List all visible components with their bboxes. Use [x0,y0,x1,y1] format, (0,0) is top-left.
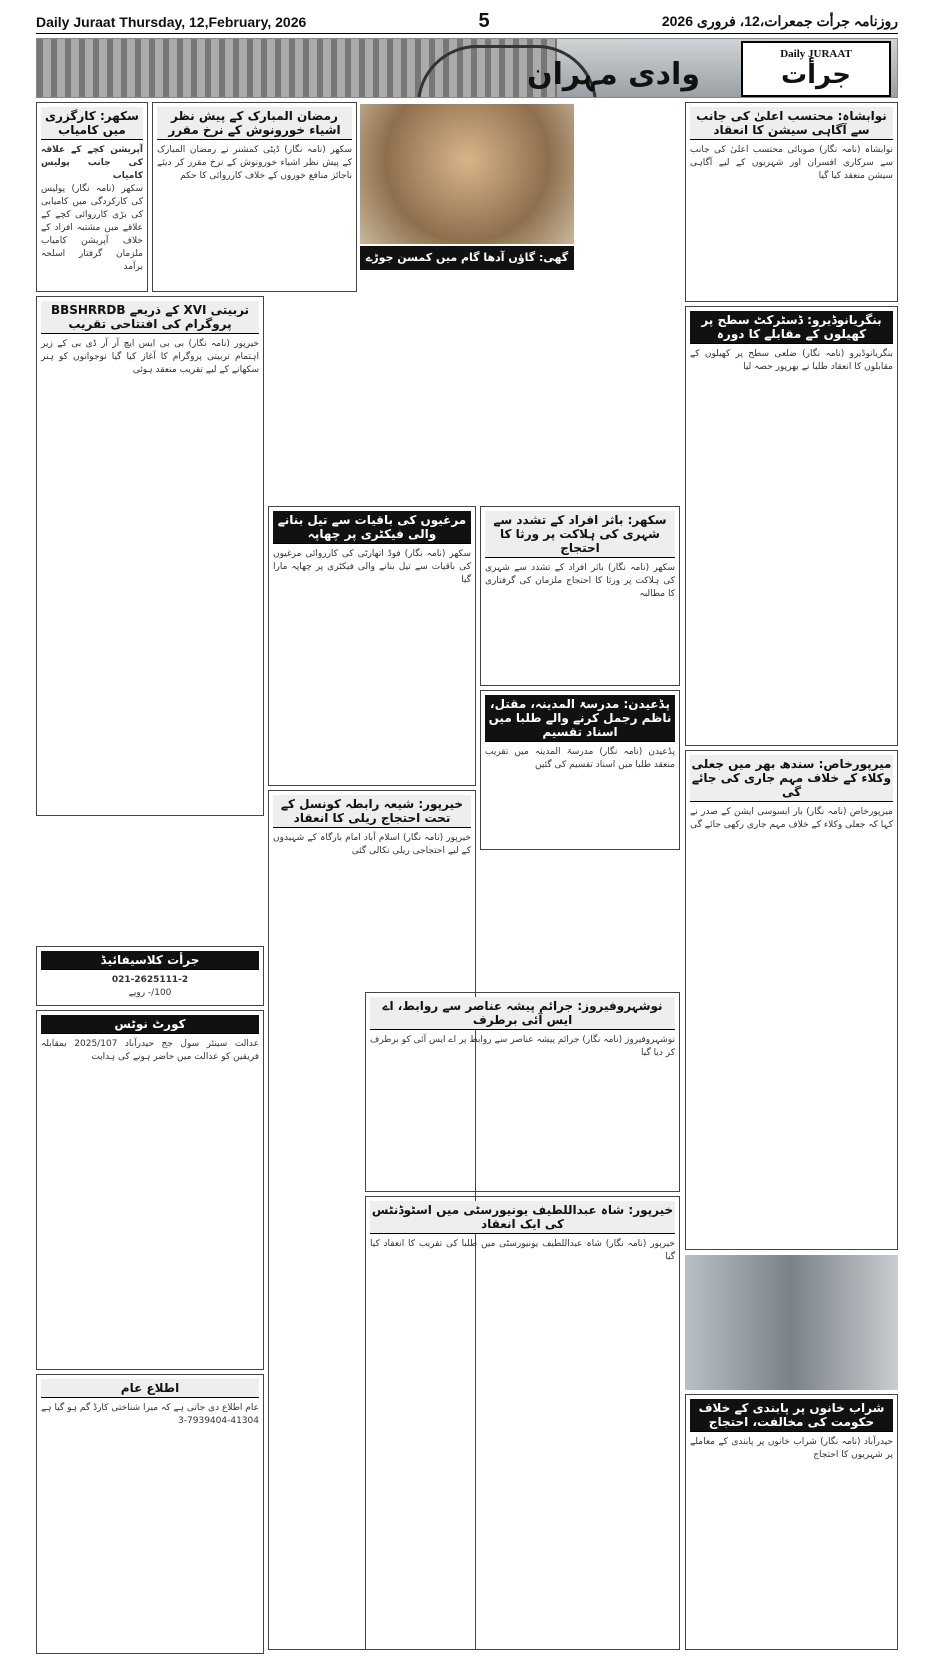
subhead: آپریشن کچے کے علاقہ کی جانب پولیس کامیاب [41,145,143,181]
article-col1-top [36,102,148,292]
news-photo-press [685,1255,898,1390]
article-body: خیرپور (نامہ نگار) شاہ عبداللطیف یونیورسٹی میں طلبا کی تقریب کا انعقاد کیا گیا [370,1239,675,1262]
headline: مرغیوں کی باقیات سے تیل بنانے والی فیکٹری پر چھاپہ [273,511,471,544]
article-body: حیدرآباد (نامہ نگار) شراب خانوں پر پابندی کے معاملے پر شہریوں کا احتجاج [690,1437,893,1460]
article-liquor-ban [685,1394,898,1650]
headline: رمضان المبارک کے پیش نظر اشیاء خورونوش کے نرخ مقرر [157,107,352,140]
article-body: نوشہروفیروز (نامہ نگار) جرائم پیشہ عناصر سے روابط پر اے ایس آئی کو برطرف کر دیا گیا [370,1035,675,1058]
logo-urdu: جرأت [781,60,851,90]
news-photo-couple [360,104,574,244]
article-university [365,1196,680,1650]
article-madrasa [480,690,680,850]
article-body: میرپورخاص (نامہ نگار) بار ایسوسی ایشن کے صدر نے کہا کہ جعلی وکلاء کے خلاف مہم جاری رکھی جائے گی [690,807,893,830]
article-body: پڈعیدن (نامہ نگار) مدرسۃ المدینہ میں تقریب منعقد طلبا میں اسناد تقسیم کی گئیں [485,747,675,770]
section-title: وادی مہران [527,57,700,92]
headline: پڈعیدن: مدرسۃ المدینہ، مقتل، ناظم رجمل کرنے والے طلبا میں اسناد تقسیم [485,695,675,742]
headline: میرپورخاص: سندھ بھر میں جعلی وکلاء کے خلاف مہم جاری کی جائے گی [690,755,893,802]
article-sports [685,306,898,746]
newspaper-logo [741,41,891,97]
article-awareness-session [685,102,898,302]
classified-ad[interactable] [36,946,264,1006]
headline: سکھر: کارگزری میں کامیاب [41,107,143,140]
headline: BBSHRRDB کے ذریعے XVI تربیتی پروگرام کی افتتاحی تقریب [41,301,259,334]
headline: بنگریانوڈیرو: ڈسٹرکٹ سطح پر کھیلوں کے مقابلے کا دورہ [690,311,893,344]
headline: کورٹ نوٹس [41,1015,259,1034]
article-body: عدالت سینئر سول جج حیدرآباد 2025/107 بمقابلہ فریقین کو عدالت میں حاضر ہونے کی ہدایت [41,1039,260,1062]
headline: اطلاع عام [41,1379,259,1398]
logo-english: Daily JURAAT [780,48,852,60]
classified-phone: 021-2625111-2 [111,975,189,985]
classified-title: جرأت کلاسیفائیڈ [41,951,259,970]
article-body: نوابشاہ (نامہ نگار) صوبائی محتسب اعلیٰ کی جانب سے سرکاری افسران اور شہریوں کے لیے آگاہی سیشن منعقد کیا گیا [690,145,893,181]
photo-caption: گھی: گاؤں آدھا گام میں کمسن جوڑے کی درخت سے لٹکی لاشیں برآمد [360,246,574,270]
article-bbshrrdb [36,296,264,816]
article-asi-dismissed [365,992,680,1192]
public-notice [36,1374,264,1654]
classified-rate: 100/- روپے [128,988,172,998]
article-ramzan-rates [152,102,357,292]
masthead-line [36,10,898,34]
article-body: سکھر (نامہ نگار) فوڈ اتھارٹی کی کارروائی مرغیوں کی باقیات سے تیل بنانے والی فیکٹری پر چھاپہ مارا گیا [273,549,471,585]
article-body: عام اطلاع دی جاتی ہے کہ میرا شناختی کارڈ گم ہو گیا ہے 41304-7939404-3 [41,1403,259,1426]
article-body: سکھر (نامہ نگار) باثر افراد کے تشدد سے شہری کی ہلاکت پر ورثا کا احتجاج ملزمان کی گرفتاری کا مطالبہ [485,563,675,599]
article-factory-raid [268,506,476,786]
headline: خیرپور: شیعہ رابطہ کونسل کے تحت احتجاج ریلی کا انعقاد [273,795,471,828]
court-notice [36,1010,264,1370]
section-banner [36,38,898,98]
page-number: 5 [478,10,490,32]
article-fake-lawyers [685,750,898,1250]
article-sukkur-protest [480,506,680,686]
headline: نوابشاہ: محتسب اعلیٰ کی جانب سے آگاہی سیشن کا انعقاد [690,107,893,140]
article-body: سکھر (نامہ نگار) پولیس کی کارکردگی میں کامیابی کی بڑی کارروائی کچے کے علاقے میں مشتبہ افراد کے خلاف آپریشن کامیاب ملزمان گرفتار اسلحہ برآمد [41,184,143,272]
headline: نوشہروفیروز: جرائم پیشہ عناصر سے روابط، اے ایس آئی برطرف [370,997,675,1030]
headline: شراب خانوں پر پابندی کے خلاف حکومت کی مخالفت، احتجاج [690,1399,893,1432]
date-english: Daily Juraat Thursday, 12,February, 2026 [36,13,307,30]
article-body: بنگریانوڈیرو (نامہ نگار) ضلعی سطح پر کھیلوں کے مقابلوں کا انعقاد طلبا نے بھرپور حصہ لیا [690,349,893,372]
article-body: خیرپور (نامہ نگار) بی بی ایس ایچ آر آر ڈی بی کے زیر اہتمام تربیتی پروگرام کا آغاز کیا گیا نوجوانوں کو ہنر سکھانے کے لیے تقریب منعقد ہوئی [41,339,259,375]
headline: خیرپور: شاہ عبداللطیف یونیورسٹی میں اسٹوڈنٹس کی ایک انعقاد [370,1201,675,1234]
article-body: خیرپور (نامہ نگار) اسلام آباد امام بارگاہ کے شہیدوں کے لیے احتجاجی ریلی نکالی گئی [273,833,471,856]
date-urdu: روزنامہ جرأت جمعرات،12، فروری 2026 [661,13,898,29]
headline: سکھر: باثر افراد کے تشدد سے شہری کی ہلاکت پر ورثا کا احتجاج [485,511,675,558]
article-body: سکھر (نامہ نگار) ڈپٹی کمشنر نے رمضان المبارک کے پیش نظر اشیاء خورونوش کے نرخ مقرر کر دیئے ناجائز منافع خوروں کے خلاف کارروائی کا حکم [157,145,352,181]
